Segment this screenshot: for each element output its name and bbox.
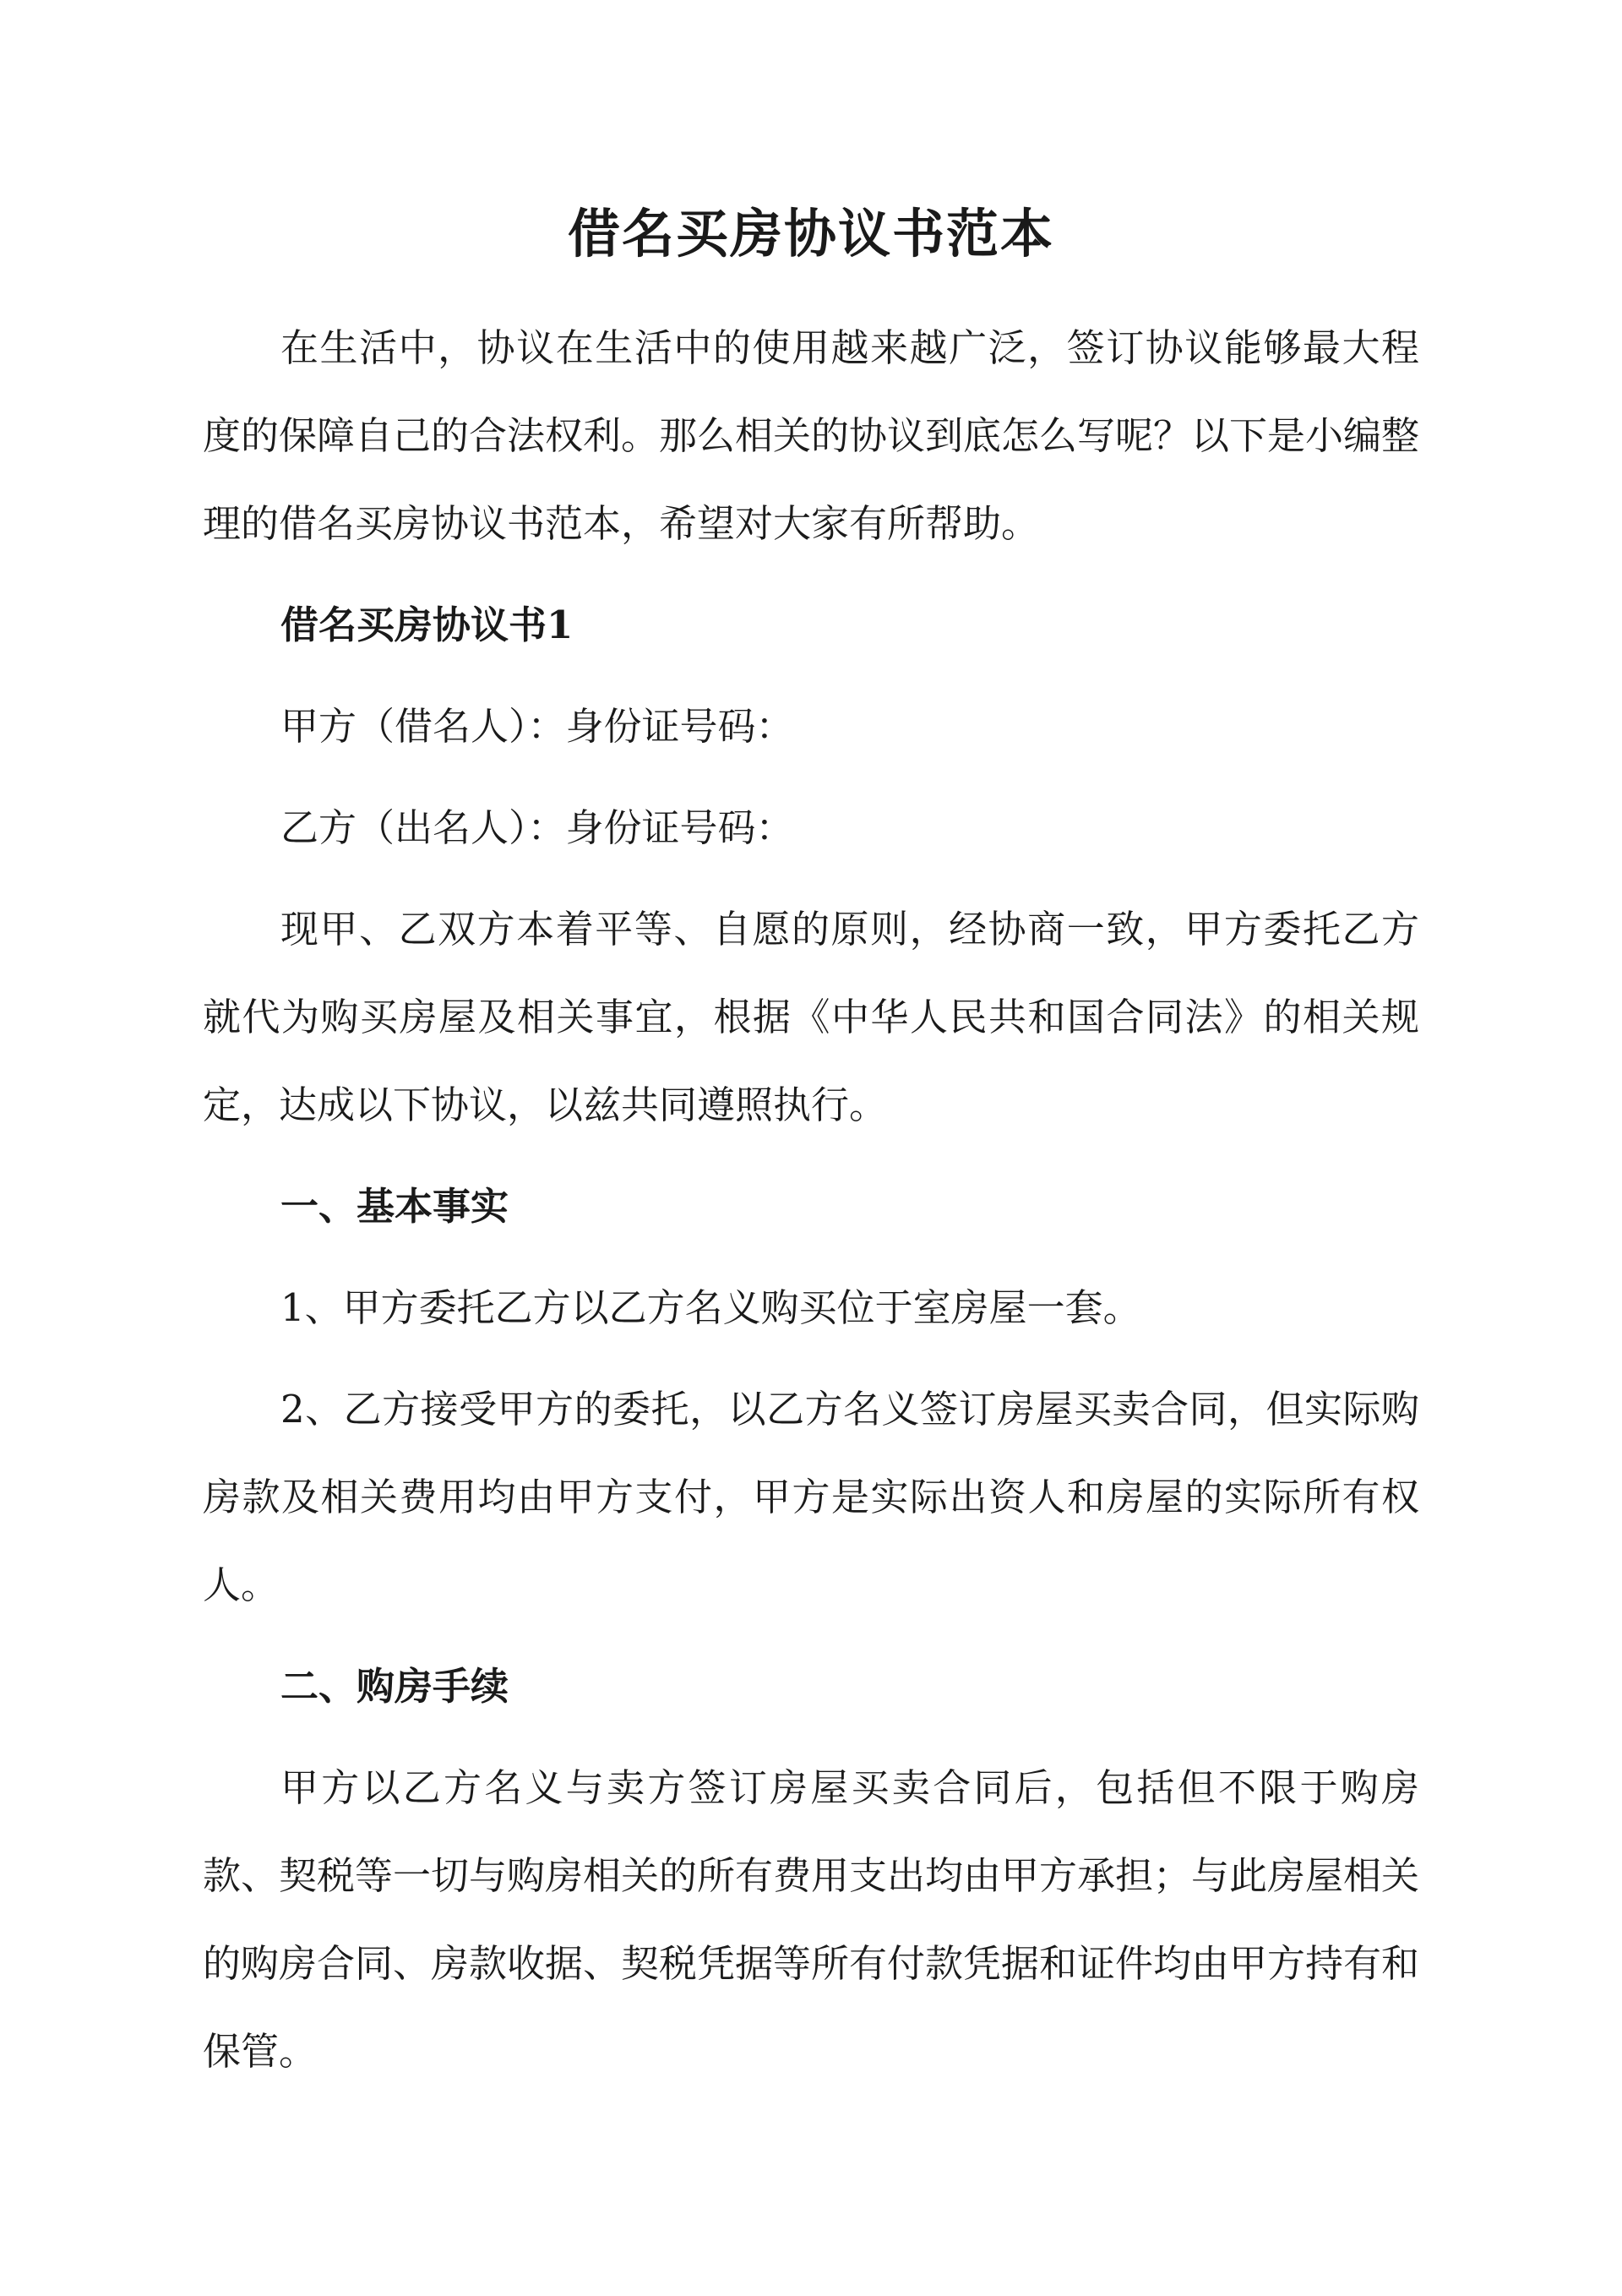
party-a-line: 甲方（借名人）：身份证号码： (280, 704, 794, 749)
fact-2-paragraph: 2、乙方接受甲方的委托，以乙方名义签订房屋买卖合同，但实际购房款及相关费用均由甲方支付，甲方是实际出资人和房屋的实际所有权人。 (203, 1387, 1419, 1607)
section-title: 借名买房协议书1 (280, 603, 574, 647)
heading-purchase-procedures: 二、购房手续 (280, 1664, 509, 1709)
fact-1-paragraph: 1、甲方委托乙方以乙方名义购买位于室房屋一套。 (280, 1285, 1141, 1330)
party-b-line: 乙方（出名人）：身份证号码： (280, 805, 794, 850)
procedure-paragraph: 甲方以乙方名义与卖方签订房屋买卖合同后，包括但不限于购房款、契税等一切与购房相关的所有费用支出均由甲方承担；与此房屋相关的购房合同、房款收据、契税凭据等所有付款凭据和证件均由甲方持有和保管。 (203, 1765, 1420, 2074)
heading-basic-facts: 一、基本事实 (280, 1184, 509, 1229)
preamble-paragraph: 现甲、乙双方本着平等、自愿的原则，经协商一致，甲方委托乙方就代为购买房屋及相关事宜，根据《中华人民共和国合同法》的相关规定，达成以下协议，以兹共同遵照执行。 (203, 907, 1419, 1127)
document-title: 借名买房协议书范本 (567, 203, 1054, 265)
intro-paragraph: 在生活中，协议在生活中的使用越来越广泛，签订协议能够最大程度的保障自己的合法权利。那么相关的协议到底怎么写呢？以下是小编整理的借名买房协议书范本，希望对大家有所帮助。 (203, 325, 1420, 546)
